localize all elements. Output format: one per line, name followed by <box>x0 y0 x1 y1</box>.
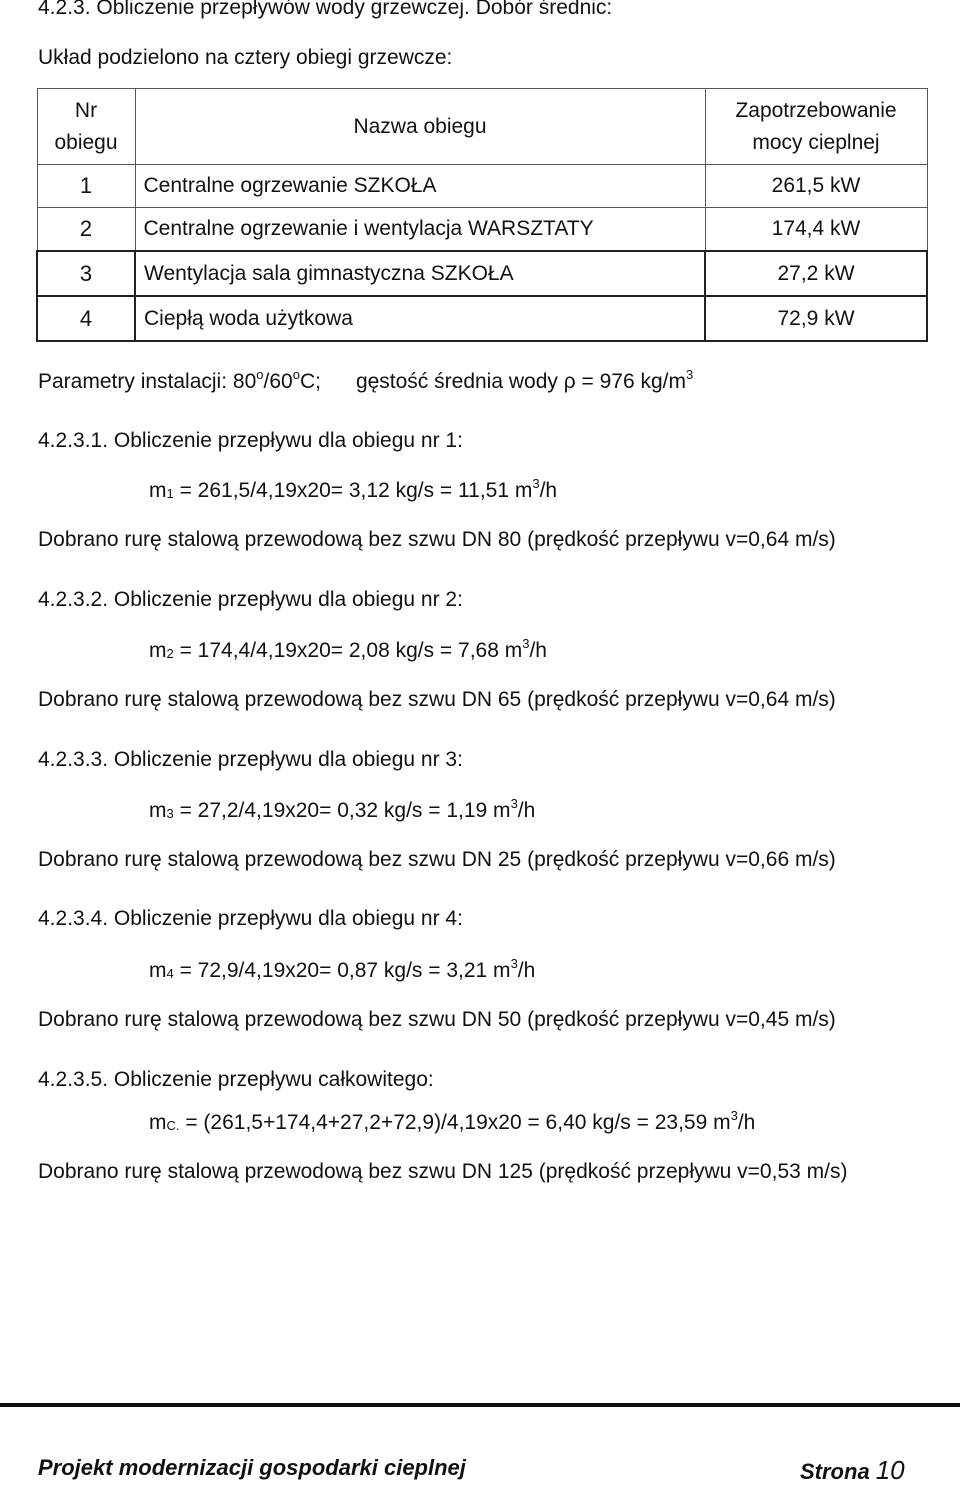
formula-sup: 3 <box>510 796 518 811</box>
row-name: Wentylacja sala gimnastyczna SZKOŁA <box>135 251 705 296</box>
installation-parameters <box>38 367 694 394</box>
page-number: 10 <box>875 1455 905 1485</box>
density-text: gęstość średnia wody ρ = 976 kg/m <box>355 370 686 393</box>
section-heading: 4.2.3. Obliczenie przepływów wody grzewczej. Dobór średnic: <box>38 0 613 19</box>
row-value: 72,9 kW <box>705 296 927 341</box>
formula-text: = (261,5+174,4+27,2+72,9)/4,19x20 = 6,40 kg/s = 23,59 m <box>179 1111 731 1134</box>
formula-sup: 3 <box>510 956 518 971</box>
subsection-title: 4.2.3.5. Obliczenie przepływu całkowitego: <box>38 1068 434 1091</box>
formula-text: = 174,4/4,19x20= 2,08 kg/s = 7,68 m <box>173 639 523 662</box>
pipe-selection: Dobrano rurę stalową przewodową bez szwu DN 65 (prędkość przepływu v=0,64 m/s) <box>38 688 836 711</box>
mass-sub: 2 <box>166 646 174 661</box>
formula-sup: 3 <box>532 476 540 491</box>
formula-sup: 3 <box>522 636 530 651</box>
row-nr: 3 <box>37 251 135 296</box>
table-header-row <box>37 89 927 165</box>
table-row <box>37 251 927 296</box>
formula-text: = 72,9/4,19x20= 0,87 kg/s = 3,21 m <box>173 959 511 982</box>
header-power-line2: mocy cieplnej <box>752 130 880 154</box>
formula-tail: /h <box>529 639 547 662</box>
flow-formula <box>149 956 536 983</box>
row-nr: 1 <box>37 165 135 208</box>
params-label: Parametry instalacji: 80 <box>38 370 257 393</box>
row-name: Ciepłą woda użytkowa <box>135 296 705 341</box>
table-row <box>37 296 927 341</box>
flow-formula <box>149 636 547 663</box>
header-name: Nazwa obiegu <box>135 89 705 165</box>
formula-tail: /h <box>539 479 558 502</box>
subsection-title: 4.2.3.3. Obliczenie przepływu dla obiegu nr 3: <box>38 748 463 771</box>
circuits-table <box>36 88 928 342</box>
formula-tail: /h <box>517 799 536 822</box>
intro-text: Układ podzielono na cztery obiegi grzewcze: <box>38 46 453 69</box>
flow-formula <box>149 476 558 503</box>
pipe-selection: Dobrano rurę stalową przewodową bez szwu DN 125 (prędkość przepływu v=0,53 m/s) <box>38 1160 848 1183</box>
subsection-title: 4.2.3.1. Obliczenie przepływu dla obiegu nr 1: <box>38 429 463 452</box>
formula-sup: 3 <box>730 1108 738 1123</box>
mass-sub: 3 <box>166 806 174 821</box>
degree-sup: o <box>292 367 300 382</box>
flow-formula <box>149 796 536 823</box>
mass-sub: C. <box>166 1118 180 1133</box>
row-name: Centralne ogrzewanie SZKOŁA <box>135 165 705 208</box>
params-unit: C; <box>299 370 321 393</box>
density-sup: 3 <box>685 367 694 382</box>
row-value: 261,5 kW <box>705 165 927 208</box>
subsection-title: 4.2.3.4. Obliczenie przepływu dla obiegu nr 4: <box>38 907 463 930</box>
footer-divider <box>0 1403 960 1407</box>
row-name: Centralne ogrzewanie i wentylacja WARSZTATY <box>135 208 705 252</box>
mass-symbol: m <box>149 479 167 502</box>
pipe-selection: Dobrano rurę stalową przewodową bez szwu DN 80 (prędkość przepływu v=0,64 m/s) <box>38 528 836 551</box>
formula-tail: /h <box>737 1111 756 1134</box>
mass-symbol: m <box>149 959 167 982</box>
table-row <box>37 208 927 252</box>
header-nr-line1: Nr <box>74 98 98 122</box>
formula-text: = 261,5/4,19x20= 3,12 kg/s = 11,51 m <box>173 479 533 502</box>
mass-symbol: m <box>149 799 167 822</box>
row-value: 174,4 kW <box>705 208 927 252</box>
pipe-selection: Dobrano rurę stalową przewodową bez szwu DN 25 (prędkość przepływu v=0,66 m/s) <box>38 848 836 871</box>
row-value: 27,2 kW <box>705 251 927 296</box>
mass-sub: 1 <box>166 486 174 501</box>
header-power <box>705 89 927 165</box>
mass-sub: 4 <box>166 966 174 981</box>
flow-formula <box>149 1108 756 1135</box>
params-mid: /60 <box>263 370 293 393</box>
degree-sup: o <box>256 367 264 382</box>
subsection-title: 4.2.3.2. Obliczenie przepływu dla obiegu nr 2: <box>38 588 463 611</box>
row-nr: 2 <box>37 208 135 252</box>
pipe-selection: Dobrano rurę stalową przewodową bez szwu DN 50 (prędkość przepływu v=0,45 m/s) <box>38 1008 836 1031</box>
formula-tail: /h <box>517 959 536 982</box>
footer-project-title: Projekt modernizacji gospodarki cieplnej <box>38 1455 466 1480</box>
formula-text: = 27,2/4,19x20= 0,32 kg/s = 1,19 m <box>173 799 511 822</box>
page-label: Strona <box>800 1459 870 1484</box>
header-power-line1: Zapotrzebowanie <box>735 98 897 122</box>
header-nr <box>37 89 135 165</box>
row-nr: 4 <box>37 296 135 341</box>
footer-page <box>800 1455 905 1486</box>
table-row <box>37 165 927 208</box>
header-nr-line2: obiegu <box>54 130 118 154</box>
mass-symbol: m <box>149 1111 167 1134</box>
mass-symbol: m <box>149 639 167 662</box>
